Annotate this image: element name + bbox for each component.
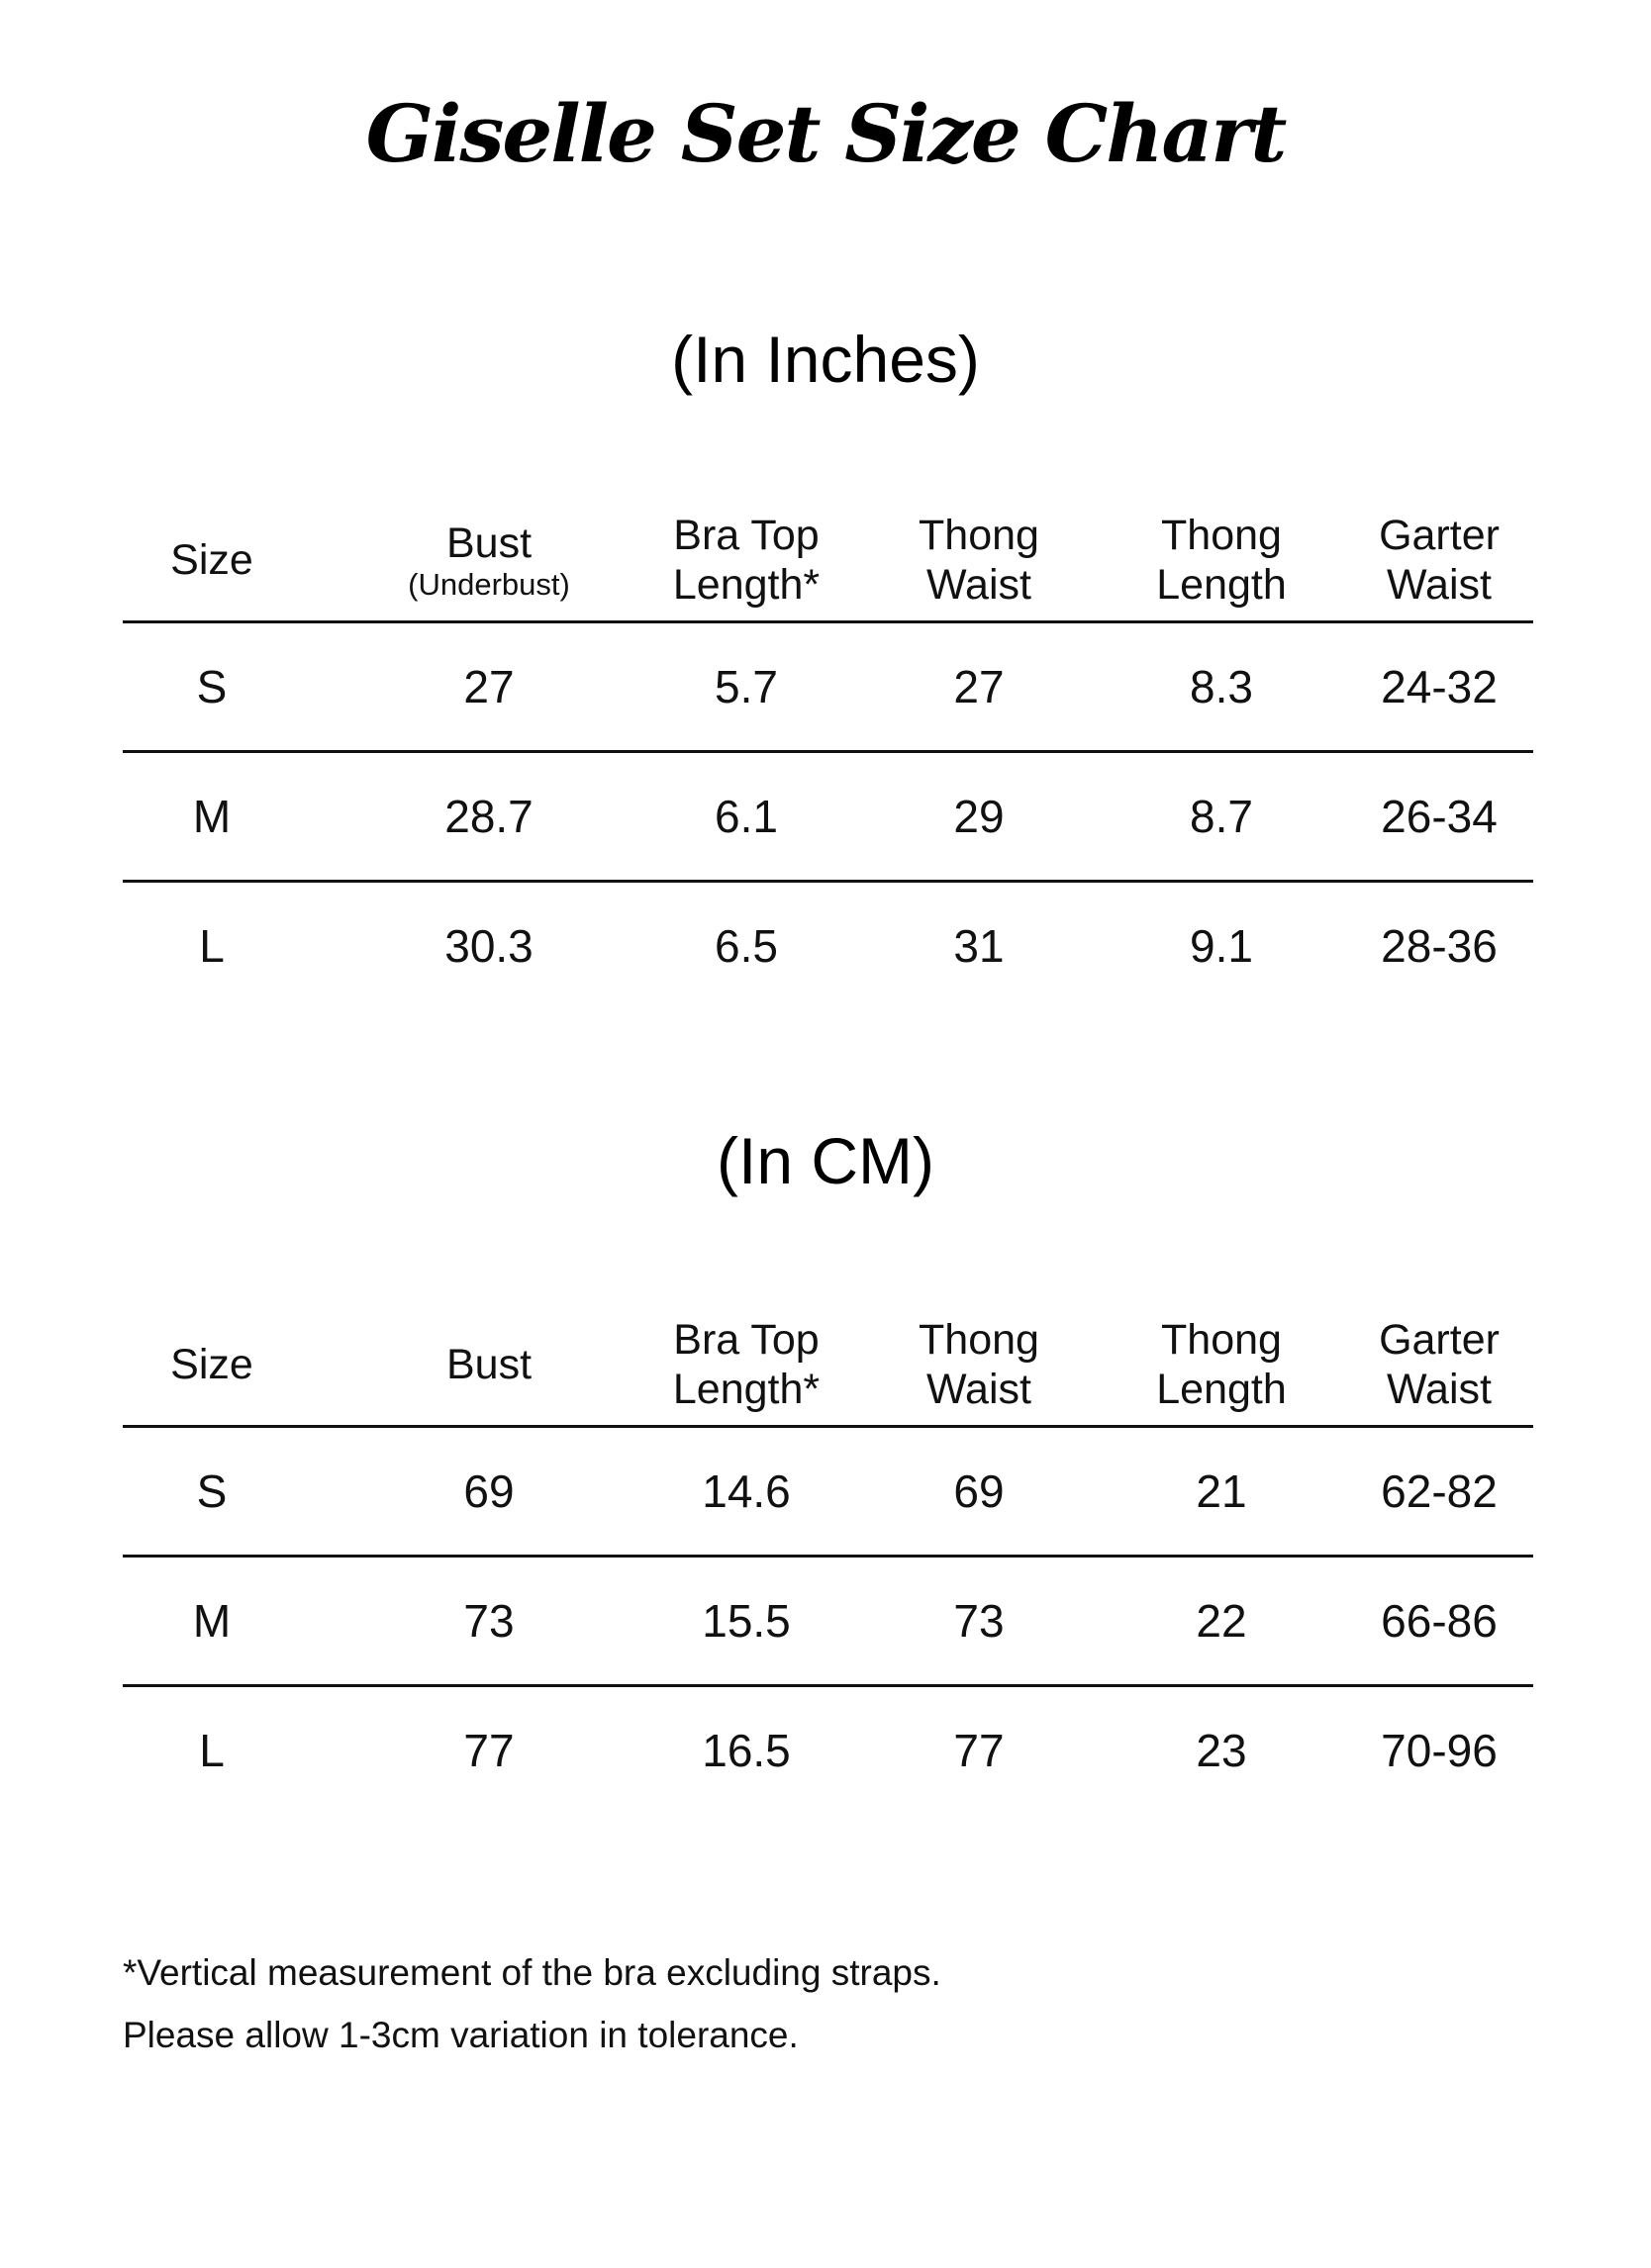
cell-garter-waist: 24-32 [1381,661,1498,712]
cell-bust: 69 [463,1465,515,1517]
header-garter-waist-line1: Garter [1379,512,1500,559]
cell-thong-waist: 77 [953,1725,1005,1776]
cell-bra-top-length: 6.1 [715,791,778,842]
table-row [123,753,1533,883]
cell-thong-waist: 29 [953,791,1005,842]
header-thong-waist-line1: Thong [919,512,1039,559]
header-thong-length-line1: Thong [1161,512,1282,559]
header-thong-waist-line1: Thong [919,1316,1039,1364]
header-garter-waist-line1: Garter [1379,1316,1500,1364]
header-bust-label: Bust [445,520,533,567]
cell-bra-top-length: 16.5 [702,1725,791,1776]
cell-thong-length: 22 [1196,1595,1247,1647]
header-thong-length-line2: Length [1156,1366,1287,1413]
cell-bust: 73 [463,1595,515,1647]
cell-size: M [192,791,232,842]
cell-garter-waist: 66-86 [1381,1595,1498,1647]
cell-thong-waist: 31 [953,920,1005,972]
table-row [123,883,1533,1009]
cell-thong-waist: 27 [953,661,1005,712]
header-size-label: Size [170,536,253,584]
cell-thong-waist: 69 [953,1465,1005,1517]
cell-bust: 30.3 [444,920,534,972]
cell-bra-top-length: 15.5 [702,1595,791,1647]
header-thong-length-line2: Length [1156,561,1287,609]
cm-section-heading: (In CM) [717,1124,934,1197]
header-bra-top-line1: Bra Top [673,1316,820,1364]
cell-thong-length: 9.1 [1190,920,1253,972]
table-header-row [123,500,1533,623]
header-size [123,500,301,620]
cell-garter-waist: 62-82 [1381,1465,1498,1517]
header-garter-waist-line2: Waist [1387,1366,1492,1413]
header-bra-top-length [618,1304,875,1425]
inches-size-table [123,500,1533,1009]
footnote-tolerance: Please allow 1-3cm variation in tolerance. [123,2015,799,2055]
header-garter-waist [1330,500,1548,620]
cell-bust: 77 [463,1725,515,1776]
cell-thong-waist: 73 [953,1595,1005,1647]
table-row [123,1687,1533,1814]
header-thong-length-line1: Thong [1161,1316,1282,1364]
header-garter-waist [1330,1304,1548,1425]
page-title: Giselle Set Size Chart [365,87,1286,180]
cell-thong-length: 8.3 [1190,661,1253,712]
cell-garter-waist: 70-96 [1381,1725,1498,1776]
table-header-row [123,1304,1533,1428]
cell-garter-waist: 28-36 [1381,920,1498,972]
cell-bust: 28.7 [444,791,534,842]
header-size-label: Size [170,1341,253,1388]
header-bra-top-length [618,500,875,620]
cell-thong-length: 8.7 [1190,791,1253,842]
cell-size: L [199,1725,225,1776]
cell-size: S [196,1465,228,1517]
cell-size: M [192,1595,232,1647]
cell-size: L [199,920,225,972]
header-thong-waist-line2: Waist [926,561,1031,609]
header-size [123,1304,301,1425]
inches-section-heading: (In Inches) [671,323,980,396]
cell-thong-length: 21 [1196,1465,1247,1517]
header-bust-label: Bust [445,1341,533,1388]
table-row [123,623,1533,753]
header-bra-top-line1: Bra Top [673,512,820,559]
header-bra-top-line2: Length* [672,1366,821,1413]
cell-bust: 27 [463,661,515,712]
table-row [123,1558,1533,1687]
cm-size-table [123,1304,1533,1814]
header-bust [360,500,618,620]
header-garter-waist-line2: Waist [1387,561,1492,609]
table-row [123,1428,1533,1558]
cell-bra-top-length: 14.6 [702,1465,791,1517]
header-bust-sublabel: (Underbust) [408,567,570,602]
header-thong-length [1103,500,1340,620]
cell-bra-top-length: 6.5 [715,920,778,972]
header-thong-waist [875,1304,1083,1425]
header-thong-length [1103,1304,1340,1425]
header-bra-top-line2: Length* [672,561,821,609]
cell-size: S [196,661,228,712]
header-bust [360,1304,618,1425]
header-thong-waist [875,500,1083,620]
footnote-bra-measurement: *Vertical measurement of the bra excluding straps. [123,1952,941,1993]
cell-garter-waist: 26-34 [1381,791,1498,842]
cell-bra-top-length: 5.7 [715,661,778,712]
cell-thong-length: 23 [1196,1725,1247,1776]
header-thong-waist-line2: Waist [926,1366,1031,1413]
